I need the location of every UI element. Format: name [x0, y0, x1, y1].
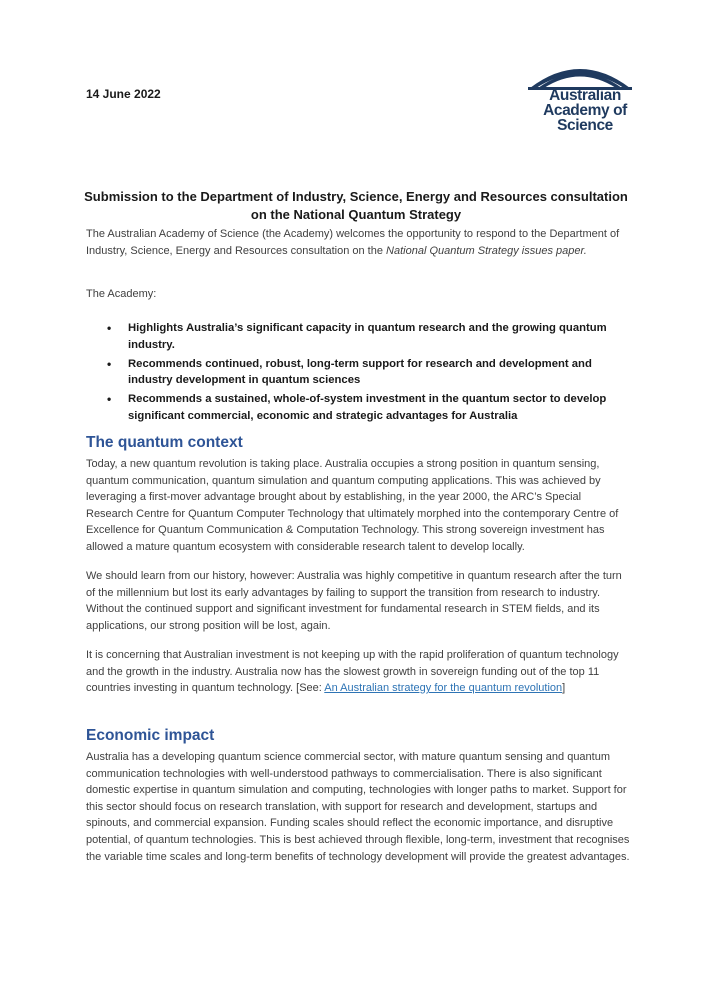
bullet-icon: •: [107, 356, 112, 371]
dome-arch-icon: [528, 56, 632, 90]
document-date: 14 June 2022: [86, 87, 161, 101]
quantum-context-paragraph-3: It is concerning that Australian investment is not keeping up with the rapid proliferation of quantum technology and the growth in the industry. Australia now has the slowest growth in sovereign funding out of the top 11 countries investing in quantum technology. [See: An Australian strategy for the quantum revolution]: [86, 649, 619, 695]
bullet-icon: •: [107, 321, 112, 335]
economic-impact-paragraph: Australia has a developing quantum science commercial sector, with mature quantum sensing and quantum communication technologies with well-understood pathways to commercialisation. There is also significant domestic expertise in quantum simulation and computing, technologies with longer paths to market. Support for this sector should focus on research translation, with support for research and development, startups and spinouts, and commercial expansion. Funding scales should reflect the economic importance, and disruptive potential, of quantum technologies. This is best achieved through flexible, long-term, investment that recognises the variable time scales and long-term benefits of technology development will provide the greatest advantages.: [86, 751, 630, 863]
submission-title: Submission to the Department of Industry, Science, Energy and Resources consultation on the National Quantum Strategy: [84, 189, 628, 222]
recommendations-list: [86, 320, 631, 427]
intro-academy-label: The Academy:: [86, 288, 157, 300]
quantum-context-paragraph-1: Today, a new quantum revolution is taking place. Australia occupies a strong position in quantum sensing, quantum communication, quantum simulation and quantum computing applications. This was achieved by leveraging a first-mover advantage brought about by establishing, in the year 2000, the ARC’s Special Research Centre for Quantum Computer Technology that ultimately morphed into the contemporary Centre of Excellence for Quantum Communication & Computation Technology. This strong sovereign investment has allowed a mature quantum ecosystem with considerable research talent to develop locally.: [86, 458, 619, 553]
list-item: • Highlights Australia’s significant capacity in quantum research and the growing quantum industry.: [107, 321, 607, 351]
list-item: • Recommends a sustained, whole-of-system investment in the quantum sector to develop significant commercial, economic and strategic advantages for Australia: [107, 392, 607, 422]
logo-wordmark: Australian Academy of Science: [543, 87, 627, 134]
section-heading-economic-impact: Economic impact: [86, 727, 215, 744]
quantum-context-paragraph-2: We should learn from our history, however: Australia was highly competitive in quantum research after the turn of the millennium but lost its early advantages by failing to support the transition from research to industry. Without the continued support and significant investment for fundamental research in STEM fields, and its applications, our strong position will be lost, again.: [86, 570, 622, 632]
bullet-icon: •: [107, 392, 112, 407]
list-item: • Recommends continued, robust, long-term support for research and development and industry development in quantum sciences: [107, 356, 592, 387]
section-heading-quantum-context: The quantum context: [86, 434, 243, 451]
academy-logo: [528, 56, 632, 140]
intro-paragraph: The Australian Academy of Science (the Academy) welcomes the opportunity to respond to the Department of Industry, Science, Energy and Resources consultation on the National Quantum Strategy issues paper.: [86, 228, 620, 257]
quantum-strategy-link[interactable]: An Australian strategy for the quantum revolution: [324, 682, 563, 695]
